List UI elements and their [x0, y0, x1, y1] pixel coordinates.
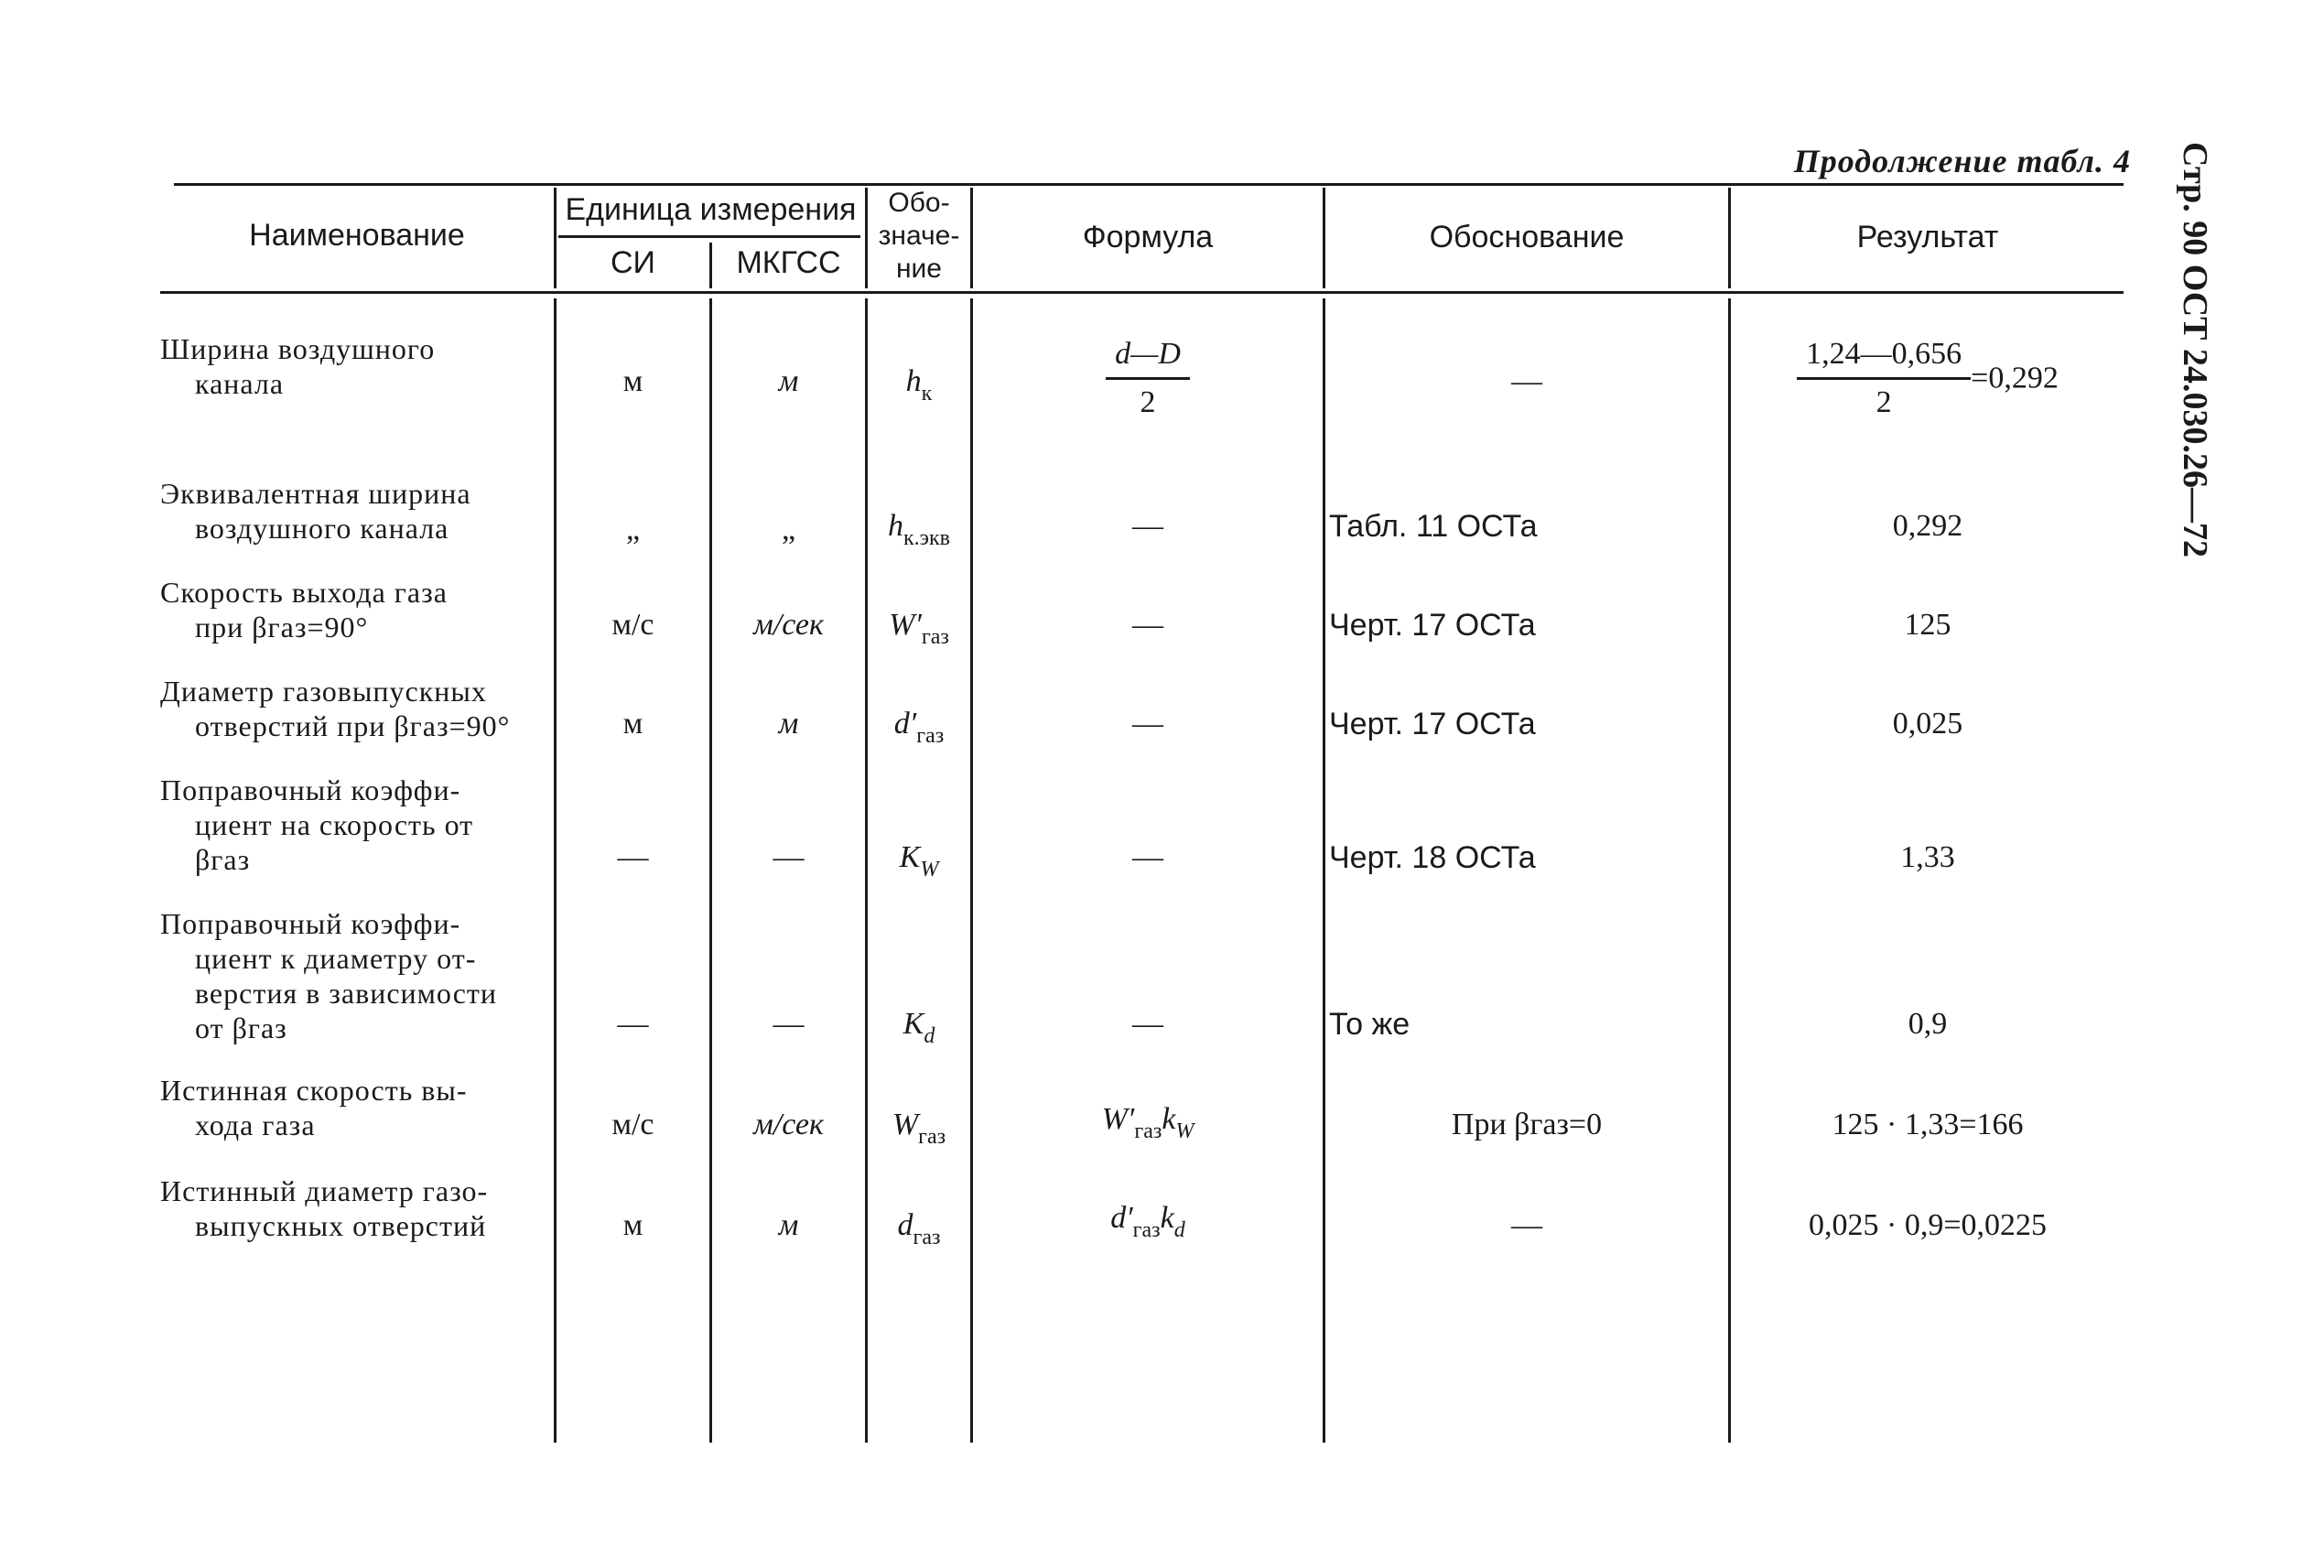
row-result: 0,292 [1892, 509, 1963, 543]
header-designation [868, 187, 970, 286]
row-name-line: циент на скорость от [195, 808, 474, 841]
row-mkgss: — [773, 1007, 805, 1041]
row-name-line: циент к диаметру от- [195, 942, 477, 975]
row-si: м [622, 1208, 643, 1242]
row-symbol [868, 608, 970, 650]
row-justification: — [1511, 364, 1542, 398]
row-result: 125 · 1,33=166 [1832, 1108, 2024, 1141]
row-name-line: воздушного канала [195, 512, 449, 545]
symbol-main: h [888, 509, 904, 543]
row-si: м/с [611, 608, 654, 642]
row-justification: Черт. 17 ОСТа [1329, 707, 1536, 741]
row-name-line: от βгаз [195, 1011, 287, 1044]
row-symbol [868, 707, 970, 749]
page-side-label: Стр. 90 ОСТ 24.030.26—72 [2176, 142, 2214, 558]
row-formula [973, 1201, 1323, 1243]
result-denominator: 2 [1875, 385, 1892, 419]
row-name-line: верстия в зависимости [195, 977, 498, 1010]
row-mkgss: м [778, 707, 799, 741]
formula-main: W′ [1101, 1102, 1135, 1136]
row-mkgss: „ [781, 513, 796, 546]
row-symbol [868, 1108, 970, 1150]
row-justification: — [1511, 1208, 1542, 1242]
symbol-main: W [892, 1108, 919, 1141]
row-name-line: βгаз [195, 843, 251, 876]
row-formula [973, 1102, 1323, 1144]
row-name-line: Диаметр газовыпускных [160, 675, 487, 708]
symbol-main: h [905, 364, 922, 398]
row-justification: Табл. 11 ОСТа [1329, 509, 1538, 544]
formula-main: d′ [1110, 1201, 1133, 1235]
header-justification: Обоснование [1429, 220, 1625, 254]
row-result: 0,025 [1892, 707, 1963, 741]
row-formula: — [1132, 1007, 1163, 1041]
header-designation-line: значе- [878, 221, 960, 251]
row-symbol [868, 1208, 970, 1250]
row-si: м/с [611, 1108, 654, 1141]
column-divider [1323, 298, 1325, 1443]
symbol-sub: W [920, 858, 939, 881]
row-name-line: выпускных отверстий [195, 1209, 487, 1242]
row-formula [973, 337, 1323, 420]
row-name-line: Истинная скорость вы- [160, 1074, 468, 1107]
header-si: СИ [611, 245, 655, 280]
row-mkgss: м/сек [753, 1108, 824, 1141]
symbol-main: d [897, 1208, 913, 1242]
row-symbol [868, 1007, 970, 1049]
row-result [1731, 337, 2124, 420]
row-name-line: при βгаз=90° [195, 611, 369, 643]
header-designation-line: Обо- [888, 188, 950, 218]
formula-sub: газ [1134, 1119, 1162, 1143]
formula-numerator: d—D [1115, 337, 1181, 371]
row-name [160, 476, 554, 546]
formula-tail-sub: W [1175, 1119, 1194, 1143]
row-mkgss: м [778, 364, 799, 398]
row-name-line: канала [195, 367, 285, 400]
row-symbol [868, 509, 970, 551]
row-symbol [868, 364, 970, 406]
row-result: 0,9 [1908, 1007, 1948, 1041]
result-numerator: 1,24—0,656 [1806, 337, 1962, 371]
row-si: — [617, 840, 649, 874]
row-formula: — [1132, 840, 1163, 874]
row-name-line: Скорость выхода газа [160, 576, 448, 609]
row-mkgss: м [778, 1208, 799, 1242]
header-name: Наименование [249, 218, 465, 253]
symbol-sub: газ [916, 724, 945, 748]
row-name-line: Поправочный коэффи- [160, 907, 461, 940]
header-mkgss: МКГСС [736, 245, 841, 280]
symbol-main: K [899, 840, 921, 874]
symbol-main: d′ [893, 707, 917, 741]
header-formula: Формула [1082, 220, 1214, 254]
header-result: Результат [1856, 220, 1999, 254]
row-justification: То же [1329, 1007, 1411, 1042]
row-si: м [622, 707, 643, 741]
symbol-sub: к.экв [903, 526, 950, 550]
row-name [160, 773, 554, 877]
row-name-line: Поправочный коэффи- [160, 773, 461, 806]
formula-tail: k [1162, 1102, 1176, 1136]
header-units: Единица измерения [565, 192, 857, 227]
row-symbol [868, 840, 970, 882]
row-name-line: хода газа [195, 1108, 316, 1141]
row-mkgss: м/сек [753, 608, 824, 642]
row-si: — [617, 1007, 649, 1041]
row-name-line: отверстий при βгаз=90° [195, 709, 511, 742]
header-designation-line: ние [895, 254, 942, 284]
row-name [160, 1073, 554, 1142]
units-rule [558, 235, 860, 238]
formula-denominator: 2 [1140, 385, 1156, 419]
symbol-sub: газ [921, 625, 949, 649]
formula-tail: k [1160, 1201, 1174, 1235]
formula-tail-sub: d [1173, 1218, 1185, 1242]
row-si: м [622, 364, 643, 398]
row-si: „ [625, 513, 641, 546]
symbol-sub: d [924, 1024, 935, 1048]
row-mkgss: — [773, 840, 805, 874]
row-result: 125 [1904, 608, 1951, 642]
row-name-line: Истинный диаметр газо- [160, 1174, 489, 1207]
symbol-sub: к [921, 382, 933, 406]
symbol-main: K [903, 1007, 924, 1041]
symbol-sub: газ [913, 1226, 941, 1249]
row-formula: — [1132, 509, 1163, 543]
row-justification: При βгаз=0 [1451, 1108, 1603, 1141]
row-result: 1,33 [1900, 840, 1955, 874]
row-name [160, 575, 554, 644]
row-formula: — [1132, 707, 1163, 741]
header-bottom-rule [160, 291, 2124, 294]
row-name-line: Ширина воздушного [160, 332, 436, 365]
row-result: 0,025 · 0,9=0,0225 [1809, 1208, 2047, 1242]
symbol-main: W′ [889, 608, 922, 642]
row-name [160, 1173, 554, 1243]
row-justification: Черт. 17 ОСТа [1329, 608, 1536, 643]
row-name [160, 674, 554, 743]
symbol-sub: газ [918, 1125, 946, 1149]
row-name [160, 906, 554, 1045]
row-name [160, 331, 554, 401]
row-justification: Черт. 18 ОСТа [1329, 840, 1536, 875]
continuation-label: Продолжение табл. 4 [1793, 143, 2131, 179]
row-name-line: Эквивалентная ширина [160, 477, 471, 510]
row-formula: — [1132, 608, 1163, 642]
formula-sub: газ [1132, 1218, 1161, 1242]
result-tail: =0,292 [1971, 361, 2059, 395]
table-top-rule [174, 183, 2124, 186]
